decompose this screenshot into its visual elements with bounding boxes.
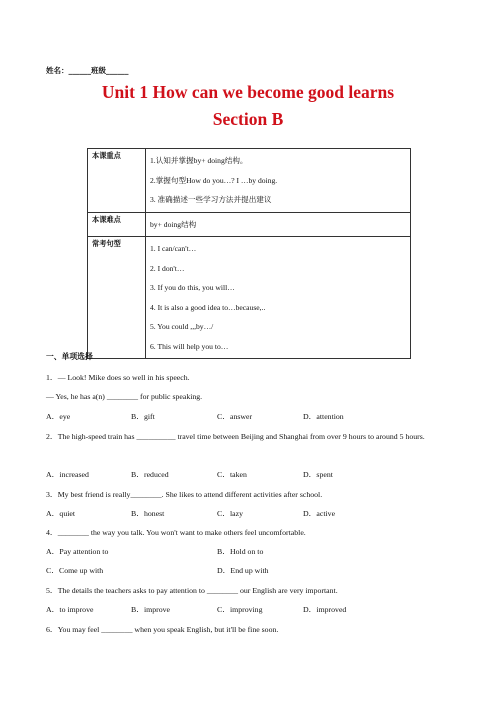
option-d[interactable]: D．active (303, 509, 336, 518)
question-4-text: 4．________ the way you talk. You won't want to make others feel uncomfortable. (46, 528, 306, 537)
option-d[interactable]: D．spent (303, 470, 333, 479)
row-head-patterns: 常考句型 (88, 237, 146, 359)
content-line: 6. This will help you to… (150, 341, 229, 351)
row-content-difficulty (146, 212, 411, 237)
option-c[interactable]: C．Come up with (46, 566, 104, 575)
question-3-text: 3．My best friend is really________. She likes to attend different activities after school. (46, 490, 323, 499)
question-6-text: 6．You may feel ________ when you speak English, but it'll be fine soon. (46, 625, 279, 634)
content-line: 1. I can/can't… (150, 244, 197, 253)
option-d[interactable]: D．improved (303, 605, 347, 614)
option-b[interactable]: B．honest (131, 509, 165, 518)
section-title: Section B (212, 109, 284, 129)
question-2-text: 2．The high-speed train has __________ travel time between Beijing and Shanghai from over 9 hours to around 5 hours. (46, 432, 425, 441)
question-1-line-2: — Yes, he has a(n) ________ for public speaking. (46, 392, 203, 401)
section-heading: 一、单项选择 (46, 352, 93, 361)
option-b[interactable]: B．gift (131, 412, 155, 421)
option-a[interactable]: A．quiet (46, 509, 76, 518)
content-line: 1.认知并掌握by+ doing结构。 (150, 156, 248, 165)
option-b[interactable]: B．improve (131, 605, 170, 614)
option-c[interactable]: C．improving (217, 605, 263, 614)
question-1-line-1: 1．— Look! Mike does so well in his speech. (46, 373, 190, 382)
unit-title: Unit 1 How can we become good learns (101, 82, 395, 102)
name-class-line: 姓名：______班级______ (46, 66, 129, 75)
table-row (88, 237, 411, 359)
option-d[interactable]: D．attention (303, 412, 344, 421)
content-line: 2.掌握句型How do you…? I …by doing. (150, 175, 278, 185)
option-c[interactable]: C．lazy (217, 509, 243, 518)
option-b[interactable]: B．reduced (131, 470, 169, 479)
option-c[interactable]: C．taken (217, 470, 247, 479)
option-a[interactable]: A．eye (46, 412, 71, 421)
question-5-text: 5．The details the teachers asks to pay attention to ________ our English are very important. (46, 586, 338, 595)
row-head-difficulty: 本课难点 (88, 212, 146, 237)
content-line: 3. 准确描述一些学习方法并提出建议 (150, 195, 272, 204)
table-row (88, 212, 411, 237)
row-content-focus (146, 149, 411, 213)
content-line: 3. If you do this, you will… (150, 283, 235, 292)
content-line: 2. I don't… (150, 263, 185, 273)
content-line: 4. It is also a good idea to…because,.. (150, 302, 266, 312)
row-content-patterns (146, 237, 411, 359)
option-b[interactable]: B．Hold on to (217, 547, 264, 556)
table-row (88, 149, 411, 213)
option-a[interactable]: A．Pay attention to (46, 547, 109, 556)
row-head-focus: 本课重点 (88, 149, 146, 213)
option-c[interactable]: C．answer (217, 412, 253, 421)
key-points-table (87, 148, 411, 359)
content-line: by+ doing结构 (150, 219, 197, 229)
option-a[interactable]: A．increased (46, 470, 89, 479)
content-line: 5. You could ,,,by…/ (150, 322, 214, 331)
option-a[interactable]: A．to improve (46, 605, 94, 614)
option-d[interactable]: D．End up with (217, 566, 269, 575)
